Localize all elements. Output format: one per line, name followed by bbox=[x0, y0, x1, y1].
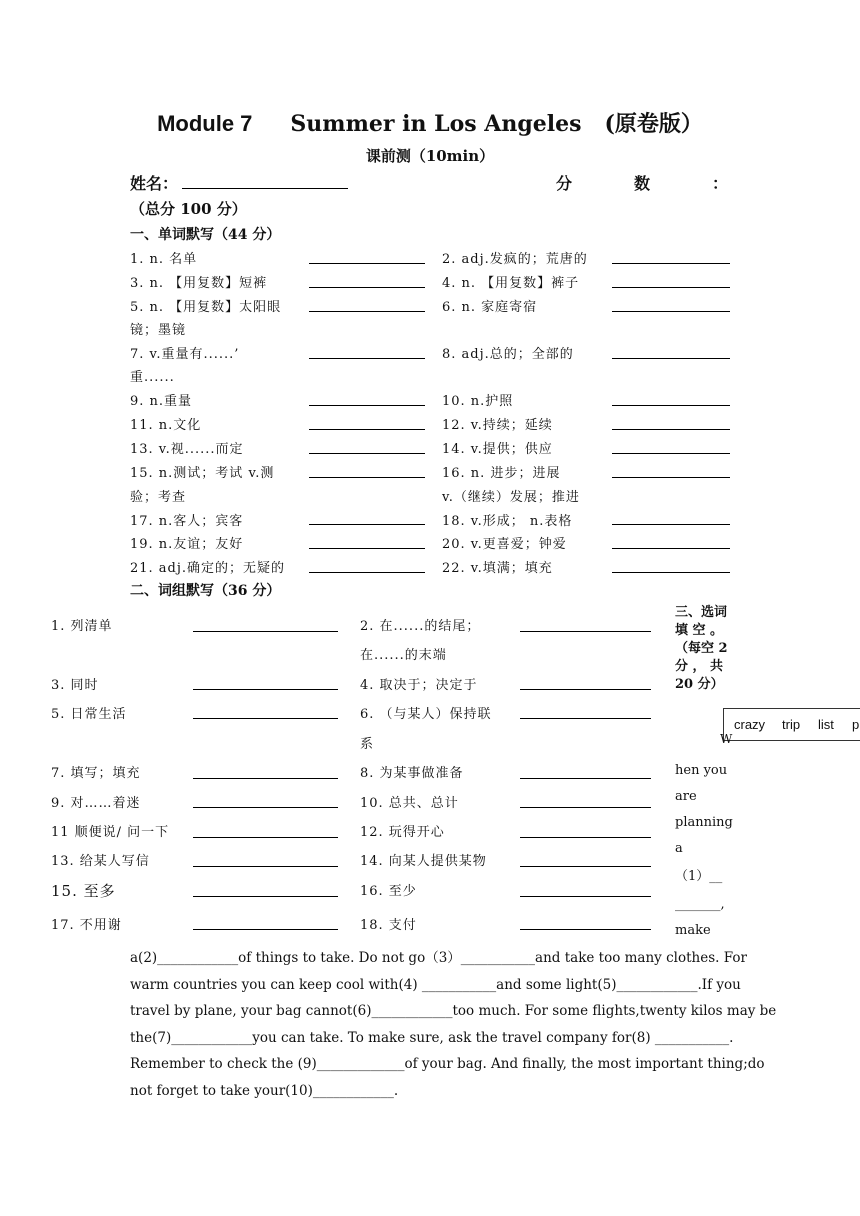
answer-blank[interactable] bbox=[309, 287, 425, 288]
narrow-text: are bbox=[675, 789, 697, 804]
word-item: 18. v.形成； n.表格 bbox=[442, 514, 573, 529]
answer-blank[interactable] bbox=[309, 453, 425, 454]
answer-blank[interactable] bbox=[193, 807, 338, 808]
answer-blank[interactable] bbox=[309, 572, 425, 573]
passage-line: a(2)____________of things to take. Do not go（3）___________and take too many clothes. For bbox=[130, 950, 747, 966]
phrase-item: 1. 列清单 bbox=[51, 619, 113, 634]
word-item: 12. v.持续；延续 bbox=[442, 418, 553, 433]
word-item: 2. adj.发疯的；荒唐的 bbox=[442, 252, 588, 267]
title-version: (原卷版） bbox=[604, 111, 703, 137]
passage-line: warm countries you can keep cool with(4) ___________and some light(5)____________.If you bbox=[130, 976, 741, 993]
score-label-2: 数 bbox=[634, 174, 651, 193]
word-bank-word: list bbox=[818, 717, 834, 732]
answer-blank[interactable] bbox=[520, 837, 651, 838]
passage-line: Remember to check the (9)_____________of your bag. And finally, the most important thing;do bbox=[130, 1056, 765, 1072]
word-item: 16. n. 进步；进展 bbox=[442, 466, 561, 481]
phrase-item: 13. 给某人写信 bbox=[51, 854, 150, 869]
phrase-item: 11 顺便说/ 问一下 bbox=[51, 825, 170, 840]
answer-blank[interactable] bbox=[309, 429, 425, 430]
phrase-item: 17. 不用谢 bbox=[51, 918, 122, 933]
name-blank[interactable] bbox=[182, 188, 348, 189]
word-item: 11. n.文化 bbox=[130, 418, 202, 433]
answer-blank[interactable] bbox=[612, 358, 730, 359]
answer-blank[interactable] bbox=[612, 405, 730, 406]
answer-blank[interactable] bbox=[520, 807, 651, 808]
total-score: （总分 100 分） bbox=[130, 200, 247, 218]
answer-blank[interactable] bbox=[193, 631, 338, 632]
word-item: 镜；墨镜 bbox=[130, 323, 187, 338]
title-topic: Summer in Los Angeles bbox=[290, 111, 582, 137]
phrase-item: 8. 为某事做准备 bbox=[360, 766, 464, 781]
page-title bbox=[0, 107, 860, 138]
narrow-text: （1）__ bbox=[675, 869, 723, 884]
answer-blank[interactable] bbox=[612, 263, 730, 264]
phrase-item: 18. 支付 bbox=[360, 918, 417, 933]
word-item: 14. v.提供；供应 bbox=[442, 442, 553, 457]
score-label-3: ： bbox=[712, 174, 729, 193]
phrase-item: 16. 至少 bbox=[360, 884, 417, 899]
word-item: 重...... bbox=[130, 370, 175, 385]
answer-blank[interactable] bbox=[612, 429, 730, 430]
narrow-text: make bbox=[675, 923, 711, 938]
answer-blank[interactable] bbox=[520, 718, 651, 719]
answer-blank[interactable] bbox=[309, 477, 425, 478]
answer-blank[interactable] bbox=[193, 718, 338, 719]
answer-blank[interactable] bbox=[520, 689, 651, 690]
answer-blank[interactable] bbox=[612, 453, 730, 454]
passage-line: the(7)____________you can take. To make sure, ask the travel company for(8) ___________. bbox=[130, 1029, 734, 1046]
answer-blank[interactable] bbox=[309, 405, 425, 406]
answer-blank[interactable] bbox=[612, 572, 730, 573]
name-label: 姓名： bbox=[130, 174, 179, 193]
answer-blank[interactable] bbox=[309, 263, 425, 264]
phrase-item: 3. 同时 bbox=[51, 678, 99, 693]
word-item: 1. n. 名单 bbox=[130, 252, 198, 267]
answer-blank[interactable] bbox=[520, 631, 651, 632]
subtitle: 课前测（10min） bbox=[365, 147, 495, 165]
word-item: 4. n. 【用复数】裤子 bbox=[442, 276, 580, 291]
title-module: Module 7 bbox=[157, 111, 253, 136]
word-bank-word: trip bbox=[782, 717, 801, 732]
answer-blank[interactable] bbox=[309, 311, 425, 312]
word-item: 17. n.客人；宾客 bbox=[130, 514, 244, 529]
answer-blank[interactable] bbox=[193, 778, 338, 779]
answer-blank[interactable] bbox=[612, 548, 730, 549]
word-item: 22. v.填满；填充 bbox=[442, 561, 553, 576]
phrase-item: 5. 日常生活 bbox=[51, 707, 127, 722]
word-item: 10. n.护照 bbox=[442, 394, 514, 409]
word-item: 5. n. 【用复数】太阳眼 bbox=[130, 300, 282, 315]
word-item: 20. v.更喜爱；钟爱 bbox=[442, 537, 567, 552]
word-item: 19. n.友谊；友好 bbox=[130, 537, 244, 552]
phrase-item: 在......的末端 bbox=[360, 648, 447, 663]
phrase-item: 9. 对……着迷 bbox=[51, 796, 141, 811]
answer-blank[interactable] bbox=[520, 929, 651, 930]
narrow-text: _______, bbox=[675, 897, 725, 912]
answer-blank[interactable] bbox=[193, 929, 338, 930]
narrow-text: hen you bbox=[675, 763, 728, 778]
phrase-item: 系 bbox=[360, 737, 375, 752]
phrase-item: 6. （与某人）保持联 bbox=[360, 707, 492, 722]
phrase-item: 7. 填写；填充 bbox=[51, 766, 141, 781]
section3-heading-line: 填 空 。 bbox=[675, 623, 724, 638]
section3-heading-line: 分 ， 共 bbox=[675, 659, 724, 674]
answer-blank[interactable] bbox=[520, 896, 651, 897]
word-item: 9. n.重量 bbox=[130, 394, 193, 409]
word-item: 3. n. 【用复数】短裤 bbox=[130, 276, 268, 291]
narrow-text: W bbox=[720, 732, 733, 746]
section2-heading: 二、词组默写（36 分） bbox=[130, 583, 281, 599]
answer-blank[interactable] bbox=[193, 896, 338, 897]
answer-blank[interactable] bbox=[520, 866, 651, 867]
word-bank-box bbox=[723, 708, 860, 741]
narrow-text: planning bbox=[675, 815, 733, 830]
phrase-item: 4. 取决于；决定于 bbox=[360, 678, 478, 693]
word-item: 13. v.视......而定 bbox=[130, 442, 244, 457]
section3-heading-line: 20 分） bbox=[675, 677, 724, 692]
section1-heading: 一、单词默写（44 分） bbox=[130, 227, 281, 243]
passage bbox=[130, 945, 777, 1104]
narrow-text: a bbox=[675, 841, 683, 856]
answer-blank[interactable] bbox=[309, 524, 425, 525]
word-item: 验；考查 bbox=[130, 490, 187, 505]
word-item: 6. n. 家庭寄宿 bbox=[442, 300, 538, 315]
answer-blank[interactable] bbox=[520, 778, 651, 779]
section3-heading-line: 三、选词 bbox=[675, 605, 728, 620]
answer-blank[interactable] bbox=[612, 524, 730, 525]
phrase-item: 14. 向某人提供某物 bbox=[360, 854, 487, 869]
phrase-item: 10. 总共、总计 bbox=[360, 796, 459, 811]
answer-blank[interactable] bbox=[309, 358, 425, 359]
phrase-item: 12. 玩得开心 bbox=[360, 825, 445, 840]
word-item: 7. v.重量有......’ bbox=[130, 347, 240, 362]
section3-heading-line: （每空 2 bbox=[675, 641, 728, 656]
word-item: v.（继续）发展；推进 bbox=[442, 490, 580, 505]
answer-blank[interactable] bbox=[612, 477, 730, 478]
word-item: 21. adj.确定的；无疑的 bbox=[130, 561, 286, 576]
answer-blank[interactable] bbox=[193, 689, 338, 690]
answer-blank[interactable] bbox=[193, 866, 338, 867]
answer-blank[interactable] bbox=[612, 311, 730, 312]
answer-blank[interactable] bbox=[612, 287, 730, 288]
word-bank-word: crazy bbox=[734, 717, 766, 732]
score-label-1: 分 bbox=[556, 174, 573, 193]
word-bank-word: p bbox=[852, 717, 860, 732]
answer-blank[interactable] bbox=[309, 548, 425, 549]
answer-blank[interactable] bbox=[193, 837, 338, 838]
word-item: 15. n.测试；考试 v.测 bbox=[130, 466, 275, 481]
passage-line: travel by plane, your bag cannot(6)____________too much. For some flights,twenty kilos may be bbox=[130, 1003, 777, 1019]
passage-line: not forget to take your(10)____________. bbox=[130, 1082, 399, 1099]
phrase-item: 2. 在......的结尾； bbox=[360, 619, 481, 634]
phrase-item: 15. 至多 bbox=[51, 882, 116, 900]
word-item: 8. adj.总的；全部的 bbox=[442, 347, 574, 362]
